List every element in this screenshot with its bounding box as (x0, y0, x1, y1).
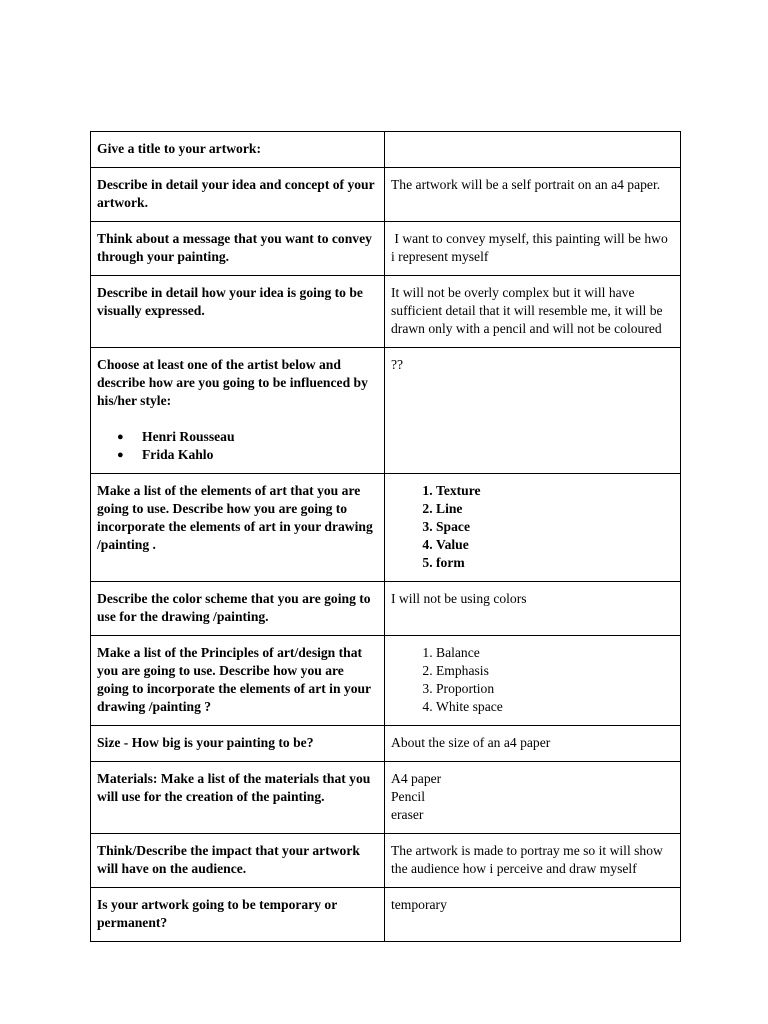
list-item: ● Henri Rousseau (127, 428, 378, 446)
table-row (91, 582, 681, 636)
question-cell: Make a list of the Principles of art/design that you are going to use. Describe how you are going to incorporate the elements of art in your drawing /painting ? (91, 636, 385, 726)
table-row (91, 726, 681, 762)
question-cell: Think/Describe the impact that your artwork will have on the audience. (91, 834, 385, 888)
answer-cell: ?? (385, 348, 681, 474)
table-row (91, 276, 681, 348)
table-row (91, 888, 681, 942)
table-row (91, 636, 681, 726)
table-row (91, 834, 681, 888)
question-text: Choose at least one of the artist below and describe how are you going to be influenced by his/her style: (97, 357, 368, 408)
question-cell: Materials: Make a list of the materials that you will use for the creation of the painting. (91, 762, 385, 834)
material-item: eraser (391, 807, 424, 822)
list-item: 1. Texture (436, 482, 674, 500)
answer-cell: The artwork is made to portray me so it will show the audience how i perceive and draw myself (385, 834, 681, 888)
question-cell: Give a title to your artwork: (91, 132, 385, 168)
list-item: 1. Balance (436, 644, 674, 662)
answer-cell: About the size of an a4 paper (385, 726, 681, 762)
material-item: A4 paper (391, 771, 442, 786)
answer-cell (385, 636, 681, 726)
list-item: 5. form (436, 554, 674, 572)
question-cell: Is your artwork going to be temporary or permanent? (91, 888, 385, 942)
question-cell: Describe in detail your idea and concept of your artwork. (91, 168, 385, 222)
answer-cell: temporary (385, 888, 681, 942)
artwork-planning-table (90, 131, 681, 942)
table-row (91, 348, 681, 474)
question-cell: Think about a message that you want to convey through your painting. (91, 222, 385, 276)
question-cell: Size - How big is your painting to be? (91, 726, 385, 762)
list-item: ● Frida Kahlo (127, 446, 378, 464)
answer-cell (385, 132, 681, 168)
table-row (91, 222, 681, 276)
list-item: 2. Line (436, 500, 674, 518)
table-row (91, 132, 681, 168)
list-item: 3. Space (436, 518, 674, 536)
list-item: 4. White space (436, 698, 674, 716)
answer-cell: I will not be using colors (385, 582, 681, 636)
list-item: 3. Proportion (436, 680, 674, 698)
principles-list (391, 644, 674, 716)
material-item: Pencil (391, 789, 425, 804)
table-row (91, 474, 681, 582)
answer-cell: The artwork will be a self portrait on an a4 paper. (385, 168, 681, 222)
answer-cell: I want to convey myself, this painting will be hwo i represent myself (385, 222, 681, 276)
question-cell: Make a list of the elements of art that you are going to use. Describe how you are going to incorporate the elements of art in your drawing /painting . (91, 474, 385, 582)
question-cell: Describe in detail how your idea is going to be visually expressed. (91, 276, 385, 348)
answer-cell (385, 474, 681, 582)
list-item: 2. Emphasis (436, 662, 674, 680)
answer-cell: It will not be overly complex but it will have sufficient detail that it will resemble me, it will be drawn only with a pencil and will not be coloured (385, 276, 681, 348)
question-cell: Describe the color scheme that you are going to use for the drawing /painting. (91, 582, 385, 636)
answer-cell (385, 762, 681, 834)
artist-list (97, 428, 378, 464)
elements-list (391, 482, 674, 572)
list-item: 4. Value (436, 536, 674, 554)
table-row (91, 762, 681, 834)
question-cell (91, 348, 385, 474)
table-row (91, 168, 681, 222)
